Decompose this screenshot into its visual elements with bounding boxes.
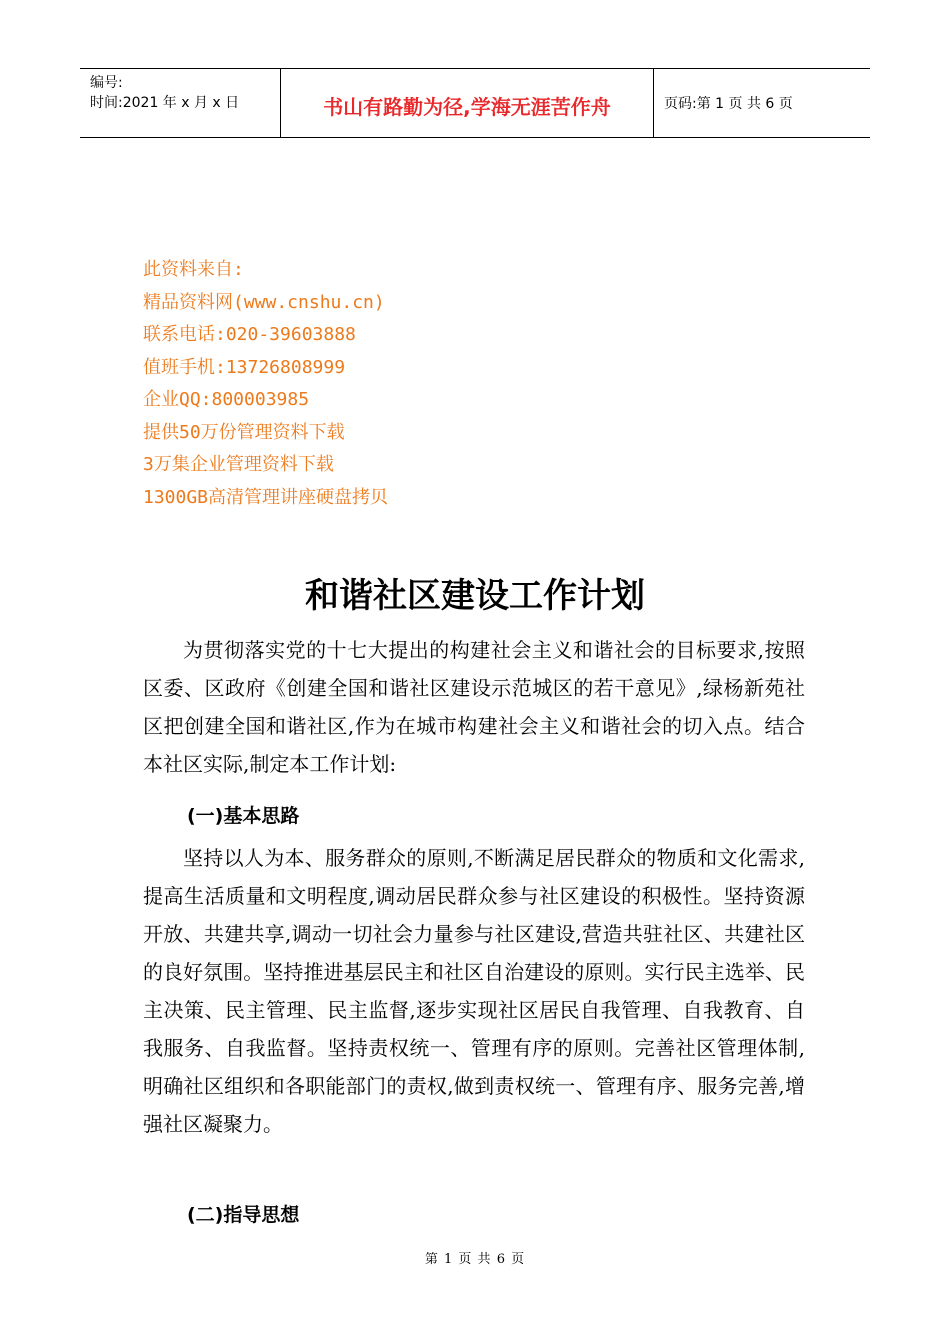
header-page-info: 页码:第 1 页 共 6 页 bbox=[664, 96, 793, 112]
header-meta-cell bbox=[80, 69, 281, 137]
source-info-line: 联系电话:020-39603888 bbox=[143, 324, 356, 345]
section-heading-guiding-ideology: (二)指导思想 bbox=[187, 1204, 300, 1226]
header-motto-cell bbox=[281, 69, 654, 137]
source-info-line: 精品资料网(www.cnshu.cn) bbox=[143, 291, 385, 313]
source-info-line: 企业QQ:800003985 bbox=[143, 389, 310, 410]
source-info-line: 此资料来自: bbox=[143, 259, 244, 280]
source-info-line: 提供50万份管理资料下载 bbox=[143, 421, 345, 443]
header-table bbox=[80, 68, 870, 138]
page-footer: 第 1 页 共 6 页 bbox=[424, 1252, 526, 1267]
document-title: 和谐社区建设工作计划 bbox=[305, 576, 645, 616]
source-info-line: 值班手机:13726808999 bbox=[143, 356, 346, 378]
document-number-label: 编号: bbox=[90, 75, 123, 91]
source-info-block bbox=[143, 254, 388, 514]
source-info-line: 3万集企业管理资料下载 bbox=[143, 454, 334, 475]
document-date-label: 时间:2021 年 x 月 x 日 bbox=[90, 95, 240, 111]
section-body-basic-approach: 坚持以人为本、服务群众的原则,不断满足居民群众的物质和文化需求,提高生活质量和文明程度,调动居民群众参与社区建设的积极性。坚持资源开放、共建共享,调动一切社会力量参与社区建设,营造共驻社区、共建社区的良好氛围。坚持推进基层民主和社区自治建设的原则。实行民主选举、民主决策、民主管理、民主监督,逐步实现社区居民自我管理、自我教育、自我服务、自我监督。坚持责权统一、管理有序的原则。完善社区管理体制,明确社区组织和各职能部门的责权,做到责权统一、管理有序、服务完善,增强社区凝聚力。 bbox=[143, 846, 805, 1136]
section-heading-basic-approach: (一)基本思路 bbox=[187, 805, 300, 827]
source-info-line: 1300GB高清管理讲座硬盘拷贝 bbox=[143, 486, 389, 508]
intro-paragraph: 为贯彻落实党的十七大提出的构建社会主义和谐社会的目标要求,按照区委、区政府《创建全国和谐社区建设示范城区的若干意见》,绿杨新苑社区把创建全国和谐社区,作为在城市构建社会主义和谐社会的切入点。结合本社区实际,制定本工作计划: bbox=[143, 638, 805, 776]
header-motto: 书山有路勤为径,学海无涯苦作舟 bbox=[323, 94, 611, 119]
